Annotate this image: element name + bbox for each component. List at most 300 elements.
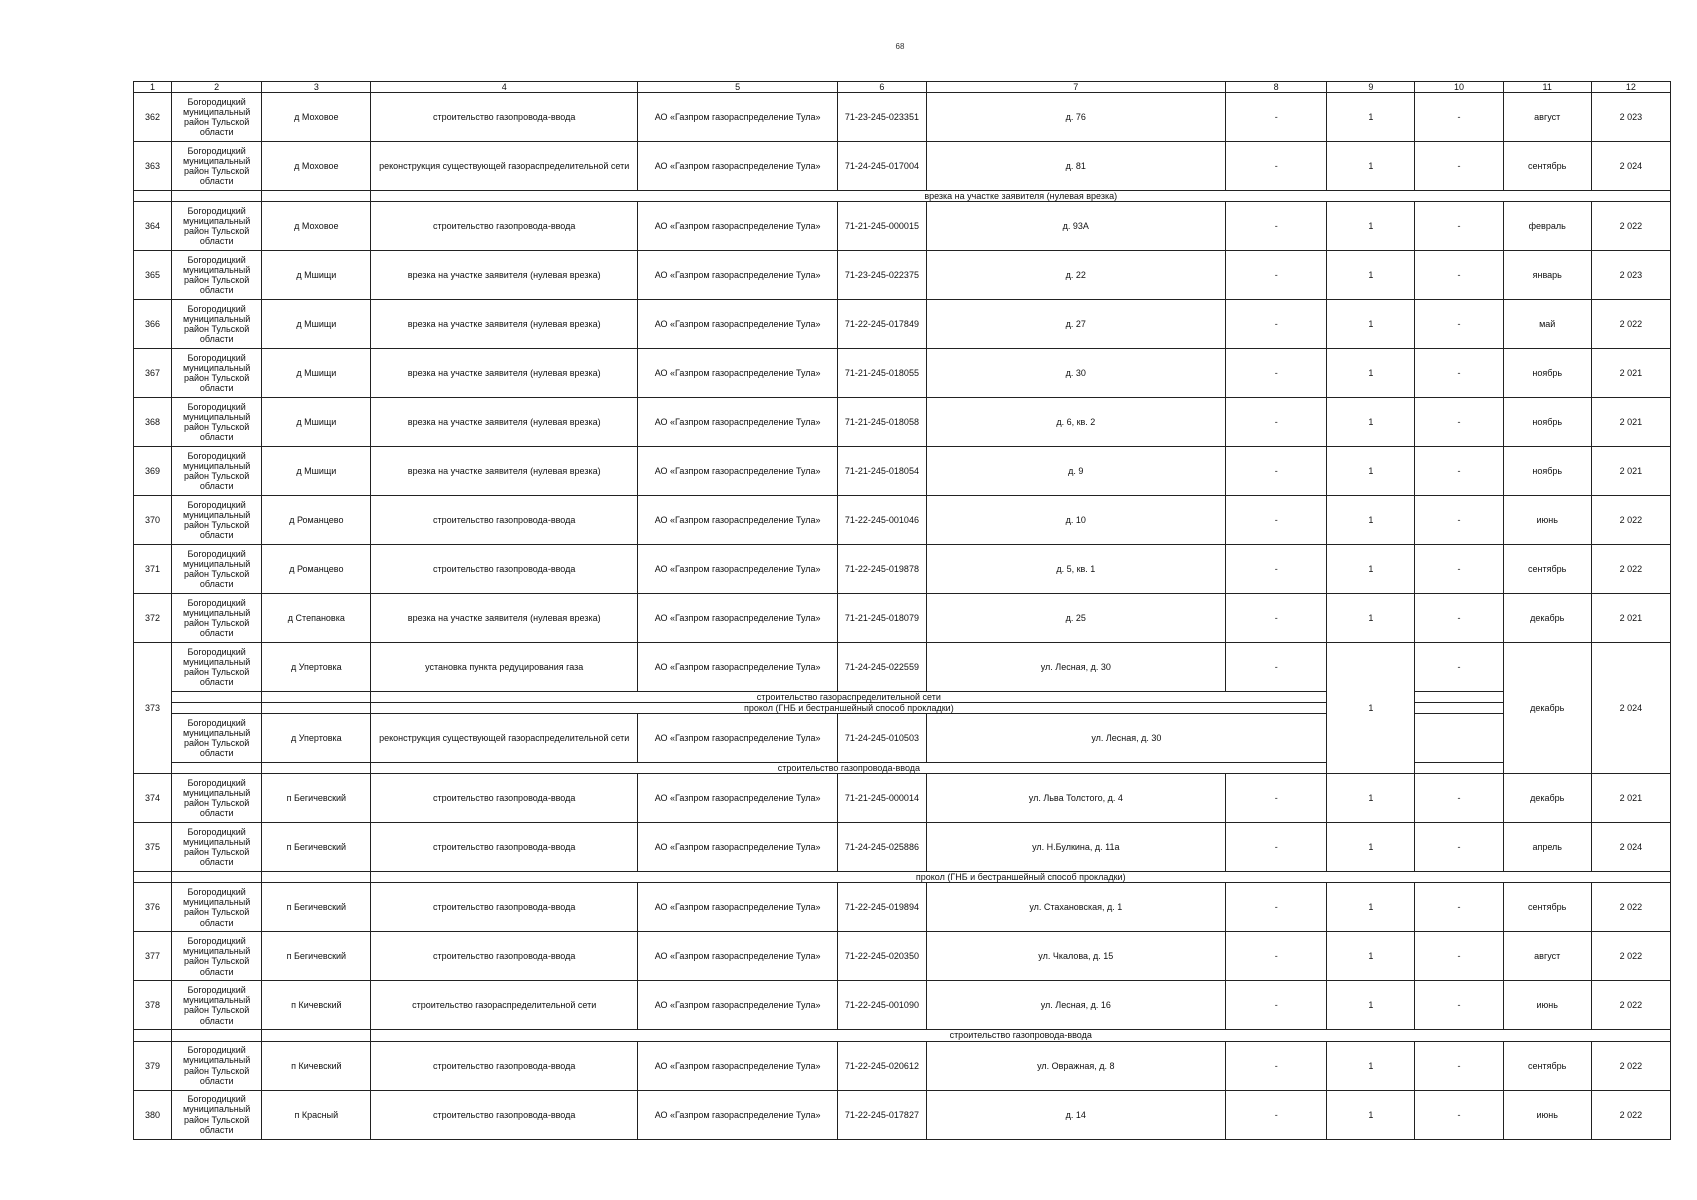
year-cell: 2 024 bbox=[1591, 823, 1670, 872]
district-cell: Богородицкий муниципальный район Тульской области bbox=[172, 883, 262, 932]
request-code-cell: 71-23-245-022375 bbox=[838, 251, 926, 300]
year-cell: 2 022 bbox=[1591, 981, 1670, 1030]
month-cell: июнь bbox=[1503, 981, 1591, 1030]
header-cell: 6 bbox=[838, 82, 926, 93]
locality-cell: д Мшищи bbox=[262, 300, 371, 349]
empty-cell bbox=[262, 872, 371, 883]
month-cell: август bbox=[1503, 932, 1591, 981]
year-cell: 2 022 bbox=[1591, 883, 1670, 932]
district-cell: Богородицкий муниципальный район Тульской области bbox=[172, 398, 262, 447]
organization-cell: АО «Газпром газораспределение Тула» bbox=[637, 142, 837, 191]
address-cell: ул. Лесная, д. 30 bbox=[926, 643, 1226, 692]
address-cell: ул. Льва Толстого, д. 4 bbox=[926, 774, 1226, 823]
address-cell: ул. Стахановская, д. 1 bbox=[926, 883, 1226, 932]
locality-cell: д Моховое bbox=[262, 93, 371, 142]
work-type-cell: установка пункта редуцирования газа bbox=[371, 643, 638, 692]
column-9-cell: 1 bbox=[1327, 1041, 1415, 1090]
column-8-cell: - bbox=[1226, 774, 1327, 823]
row-number-cell: 365 bbox=[134, 251, 172, 300]
district-cell: Богородицкий муниципальный район Тульской области bbox=[172, 1090, 262, 1139]
column-9-cell: 1 bbox=[1327, 774, 1415, 823]
row-number-cell: 379 bbox=[134, 1041, 172, 1090]
request-code-cell: 71-21-245-018054 bbox=[838, 447, 926, 496]
sub-note-row bbox=[134, 763, 1671, 774]
header-cell: 4 bbox=[371, 82, 638, 93]
row-number-cell: 363 bbox=[134, 142, 172, 191]
column-9-cell: 1 bbox=[1327, 823, 1415, 872]
column-10-cell: - bbox=[1415, 545, 1503, 594]
column-10-cell: - bbox=[1415, 202, 1503, 251]
district-cell: Богородицкий муниципальный район Тульской области bbox=[172, 643, 262, 692]
month-cell: апрель bbox=[1503, 823, 1591, 872]
sub-note-row bbox=[134, 872, 1671, 883]
locality-cell: п Красный bbox=[262, 1090, 371, 1139]
empty-cell bbox=[262, 1030, 371, 1041]
work-type-cell: строительство газопровода-ввода bbox=[371, 1090, 638, 1139]
column-8-cell: - bbox=[1226, 981, 1327, 1030]
month-cell: июнь bbox=[1503, 496, 1591, 545]
header-cell: 11 bbox=[1503, 82, 1591, 93]
organization-cell: АО «Газпром газораспределение Тула» bbox=[637, 1041, 837, 1090]
district-cell: Богородицкий муниципальный район Тульской области bbox=[172, 142, 262, 191]
empty-cell bbox=[262, 703, 371, 714]
locality-cell: п Бегичевский bbox=[262, 932, 371, 981]
header-cell: 5 bbox=[637, 82, 837, 93]
header-cell: 9 bbox=[1327, 82, 1415, 93]
column-10-cell: - bbox=[1415, 1090, 1503, 1139]
address-cell: ул. Овражная, д. 8 bbox=[926, 1041, 1226, 1090]
column-10-cell: - bbox=[1415, 300, 1503, 349]
column-10-cell: - bbox=[1415, 883, 1503, 932]
column-8-cell: - bbox=[1226, 1090, 1327, 1139]
organization-cell: АО «Газпром газораспределение Тула» bbox=[637, 202, 837, 251]
work-type-cell: строительство газопровода-ввода bbox=[371, 496, 638, 545]
request-code-cell: 71-23-245-023351 bbox=[838, 93, 926, 142]
month-cell: сентябрь bbox=[1503, 883, 1591, 932]
empty-cell bbox=[262, 191, 371, 202]
month-cell: декабрь bbox=[1503, 643, 1591, 774]
address-cell: д. 9 bbox=[926, 447, 1226, 496]
sub-note-cell: строительство газопровода-ввода bbox=[371, 763, 1327, 774]
year-cell: 2 022 bbox=[1591, 1041, 1670, 1090]
request-code-cell: 71-21-245-018058 bbox=[838, 398, 926, 447]
year-cell: 2 023 bbox=[1591, 93, 1670, 142]
year-cell: 2 022 bbox=[1591, 202, 1670, 251]
table-row bbox=[134, 643, 1671, 692]
column-9-cell: 1 bbox=[1327, 349, 1415, 398]
table-row bbox=[134, 202, 1671, 251]
work-type-cell: строительство газопровода-ввода bbox=[371, 883, 638, 932]
request-code-cell: 71-22-245-017827 bbox=[838, 1090, 926, 1139]
work-type-cell: врезка на участке заявителя (нулевая врезка) bbox=[371, 251, 638, 300]
organization-cell: АО «Газпром газораспределение Тула» bbox=[637, 545, 837, 594]
work-type-cell: реконструкция существующей газораспределительной сети bbox=[371, 142, 638, 191]
column-8-cell: - bbox=[1226, 447, 1327, 496]
empty-cell bbox=[172, 872, 262, 883]
organization-cell: АО «Газпром газораспределение Тула» bbox=[637, 981, 837, 1030]
row-number-cell: 368 bbox=[134, 398, 172, 447]
organization-cell: АО «Газпром газораспределение Тула» bbox=[637, 1090, 837, 1139]
district-cell: Богородицкий муниципальный район Тульской области bbox=[172, 714, 262, 763]
column-9-cell: 1 bbox=[1327, 932, 1415, 981]
column-9-cell: 1 bbox=[1327, 398, 1415, 447]
locality-cell: п Бегичевский bbox=[262, 823, 371, 872]
table-row bbox=[134, 1090, 1671, 1139]
request-code-cell: 71-21-245-018055 bbox=[838, 349, 926, 398]
column-9-cell: 1 bbox=[1327, 1090, 1415, 1139]
sub-note-cell: прокол (ГНБ и бестраншейный способ прокладки) bbox=[371, 703, 1327, 714]
district-cell: Богородицкий муниципальный район Тульской области bbox=[172, 202, 262, 251]
district-cell: Богородицкий муниципальный район Тульской области bbox=[172, 300, 262, 349]
column-9-cell: 1 bbox=[1327, 883, 1415, 932]
empty-cell bbox=[134, 1030, 172, 1041]
empty-cell bbox=[1415, 692, 1503, 703]
address-cell: д. 5, кв. 1 bbox=[926, 545, 1226, 594]
row-number-cell: 362 bbox=[134, 93, 172, 142]
address-cell: д. 10 bbox=[926, 496, 1226, 545]
column-8-cell: - bbox=[1226, 594, 1327, 643]
table-row bbox=[134, 883, 1671, 932]
header-cell: 10 bbox=[1415, 82, 1503, 93]
year-cell: 2 022 bbox=[1591, 545, 1670, 594]
table-row bbox=[134, 93, 1671, 142]
table-row bbox=[134, 496, 1671, 545]
year-cell: 2 021 bbox=[1591, 447, 1670, 496]
year-cell: 2 022 bbox=[1591, 300, 1670, 349]
column-10-cell: - bbox=[1415, 1041, 1503, 1090]
year-cell: 2 024 bbox=[1591, 643, 1670, 774]
column-8-cell: - bbox=[1226, 883, 1327, 932]
address-cell: д. 93А bbox=[926, 202, 1226, 251]
column-8-cell: - bbox=[1226, 93, 1327, 142]
request-code-cell: 71-24-245-010503 bbox=[838, 714, 926, 763]
month-cell: май bbox=[1503, 300, 1591, 349]
column-10-cell: - bbox=[1415, 349, 1503, 398]
row-number-cell: 369 bbox=[134, 447, 172, 496]
request-code-cell: 71-22-245-017849 bbox=[838, 300, 926, 349]
request-code-cell: 71-21-245-018079 bbox=[838, 594, 926, 643]
work-type-cell: врезка на участке заявителя (нулевая врезка) bbox=[371, 594, 638, 643]
empty-cell bbox=[172, 692, 262, 703]
table-row bbox=[134, 251, 1671, 300]
locality-cell: д Моховое bbox=[262, 202, 371, 251]
column-8-cell: - bbox=[1226, 496, 1327, 545]
locality-cell: п Кичевский bbox=[262, 981, 371, 1030]
organization-cell: АО «Газпром газораспределение Тула» bbox=[637, 823, 837, 872]
empty-cell bbox=[1415, 703, 1503, 714]
sub-note-row bbox=[134, 703, 1671, 714]
organization-cell: АО «Газпром газораспределение Тула» bbox=[637, 643, 837, 692]
header-cell: 12 bbox=[1591, 82, 1670, 93]
table-row bbox=[134, 981, 1671, 1030]
request-code-cell: 71-21-245-000014 bbox=[838, 774, 926, 823]
work-type-cell: врезка на участке заявителя (нулевая врезка) bbox=[371, 398, 638, 447]
locality-cell: п Кичевский bbox=[262, 1041, 371, 1090]
table-row bbox=[134, 1041, 1671, 1090]
table-row bbox=[134, 398, 1671, 447]
header-cell: 2 bbox=[172, 82, 262, 93]
address-cell: д. 27 bbox=[926, 300, 1226, 349]
gas-connection-table bbox=[133, 81, 1671, 1140]
column-9-cell: 1 bbox=[1327, 300, 1415, 349]
organization-cell: АО «Газпром газораспределение Тула» bbox=[637, 714, 837, 763]
column-number-header bbox=[134, 82, 1671, 93]
sub-note-row bbox=[134, 191, 1671, 202]
work-type-cell: строительство газопровода-ввода bbox=[371, 932, 638, 981]
work-type-cell: врезка на участке заявителя (нулевая врезка) bbox=[371, 349, 638, 398]
row-number-cell: 371 bbox=[134, 545, 172, 594]
work-type-cell: строительство газопровода-ввода bbox=[371, 1041, 638, 1090]
organization-cell: АО «Газпром газораспределение Тула» bbox=[637, 398, 837, 447]
column-10-cell: - bbox=[1415, 981, 1503, 1030]
empty-cell bbox=[172, 763, 262, 774]
column-9-cell: 1 bbox=[1327, 981, 1415, 1030]
row-number-cell: 378 bbox=[134, 981, 172, 1030]
locality-cell: д Мшищи bbox=[262, 349, 371, 398]
organization-cell: АО «Газпром газораспределение Тула» bbox=[637, 496, 837, 545]
column-10-cell: - bbox=[1415, 594, 1503, 643]
work-type-cell: врезка на участке заявителя (нулевая врезка) bbox=[371, 447, 638, 496]
table-row bbox=[134, 594, 1671, 643]
column-10-cell: - bbox=[1415, 398, 1503, 447]
district-cell: Богородицкий муниципальный район Тульской области bbox=[172, 349, 262, 398]
column-10-cell: - bbox=[1415, 496, 1503, 545]
column-8-cell: - bbox=[1226, 545, 1327, 594]
organization-cell: АО «Газпром газораспределение Тула» bbox=[637, 883, 837, 932]
row-number-cell: 366 bbox=[134, 300, 172, 349]
table-row bbox=[134, 447, 1671, 496]
table-body bbox=[134, 82, 1671, 1140]
row-number-cell: 372 bbox=[134, 594, 172, 643]
address-cell: ул. Лесная, д. 30 bbox=[926, 714, 1327, 763]
year-cell: 2 023 bbox=[1591, 251, 1670, 300]
district-cell: Богородицкий муниципальный район Тульской области bbox=[172, 1041, 262, 1090]
month-cell: июнь bbox=[1503, 1090, 1591, 1139]
column-9-cell: 1 bbox=[1327, 142, 1415, 191]
district-cell: Богородицкий муниципальный район Тульской области bbox=[172, 496, 262, 545]
year-cell: 2 022 bbox=[1591, 932, 1670, 981]
column-8-cell: - bbox=[1226, 202, 1327, 251]
work-type-cell: строительство газопровода-ввода bbox=[371, 202, 638, 251]
column-8-cell: - bbox=[1226, 349, 1327, 398]
address-cell: ул. Н.Булкина, д. 11а bbox=[926, 823, 1226, 872]
empty-cell bbox=[1415, 714, 1503, 763]
request-code-cell: 71-24-245-022559 bbox=[838, 643, 926, 692]
sub-note-cell: строительство газопровода-ввода bbox=[371, 1030, 1671, 1041]
year-cell: 2 022 bbox=[1591, 1090, 1670, 1139]
work-type-cell: реконструкция существующей газораспределительной сети bbox=[371, 714, 638, 763]
address-cell: д. 14 bbox=[926, 1090, 1226, 1139]
address-cell: д. 30 bbox=[926, 349, 1226, 398]
page-number: 68 bbox=[895, 42, 905, 51]
month-cell: сентябрь bbox=[1503, 545, 1591, 594]
table-row bbox=[134, 714, 1671, 763]
locality-cell: д Романцево bbox=[262, 496, 371, 545]
address-cell: ул. Чкалова, д. 15 bbox=[926, 932, 1226, 981]
request-code-cell: 71-24-245-025886 bbox=[838, 823, 926, 872]
row-number-cell: 376 bbox=[134, 883, 172, 932]
locality-cell: п Бегичевский bbox=[262, 883, 371, 932]
column-9-cell: 1 bbox=[1327, 447, 1415, 496]
row-number-cell: 373 bbox=[134, 643, 172, 774]
locality-cell: п Бегичевский bbox=[262, 774, 371, 823]
column-10-cell: - bbox=[1415, 774, 1503, 823]
request-code-cell: 71-24-245-017004 bbox=[838, 142, 926, 191]
column-8-cell: - bbox=[1226, 932, 1327, 981]
empty-cell bbox=[172, 191, 262, 202]
row-number-cell: 370 bbox=[134, 496, 172, 545]
column-10-cell: - bbox=[1415, 142, 1503, 191]
column-8-cell: - bbox=[1226, 1041, 1327, 1090]
work-type-cell: строительство газопровода-ввода bbox=[371, 93, 638, 142]
empty-cell bbox=[262, 763, 371, 774]
table-row bbox=[134, 932, 1671, 981]
column-10-cell: - bbox=[1415, 447, 1503, 496]
locality-cell: д Мшищи bbox=[262, 398, 371, 447]
sub-note-cell: строительство газораспределительной сети bbox=[371, 692, 1327, 703]
empty-cell bbox=[172, 703, 262, 714]
year-cell: 2 021 bbox=[1591, 349, 1670, 398]
column-8-cell: - bbox=[1226, 142, 1327, 191]
district-cell: Богородицкий муниципальный район Тульской области bbox=[172, 932, 262, 981]
year-cell: 2 024 bbox=[1591, 142, 1670, 191]
district-cell: Богородицкий муниципальный район Тульской области bbox=[172, 774, 262, 823]
sub-note-cell: прокол (ГНБ и бестраншейный способ прокладки) bbox=[371, 872, 1671, 883]
row-number-cell: 380 bbox=[134, 1090, 172, 1139]
request-code-cell: 71-22-245-019894 bbox=[838, 883, 926, 932]
district-cell: Богородицкий муниципальный район Тульской области bbox=[172, 823, 262, 872]
organization-cell: АО «Газпром газораспределение Тула» bbox=[637, 349, 837, 398]
table-row bbox=[134, 300, 1671, 349]
address-cell: д. 81 bbox=[926, 142, 1226, 191]
table-row bbox=[134, 823, 1671, 872]
district-cell: Богородицкий муниципальный район Тульской области bbox=[172, 594, 262, 643]
row-number-cell: 367 bbox=[134, 349, 172, 398]
address-cell: д. 25 bbox=[926, 594, 1226, 643]
locality-cell: д Мшищи bbox=[262, 251, 371, 300]
work-type-cell: строительство газопровода-ввода bbox=[371, 823, 638, 872]
empty-cell bbox=[262, 692, 371, 703]
table-row bbox=[134, 774, 1671, 823]
sub-note-cell: врезка на участке заявителя (нулевая врезка) bbox=[371, 191, 1671, 202]
organization-cell: АО «Газпром газораспределение Тула» bbox=[637, 300, 837, 349]
locality-cell: д Моховое bbox=[262, 142, 371, 191]
column-8-cell: - bbox=[1226, 823, 1327, 872]
empty-cell bbox=[172, 1030, 262, 1041]
year-cell: 2 021 bbox=[1591, 774, 1670, 823]
month-cell: февраль bbox=[1503, 202, 1591, 251]
district-cell: Богородицкий муниципальный район Тульской области bbox=[172, 981, 262, 1030]
work-type-cell: строительство газопровода-ввода bbox=[371, 774, 638, 823]
work-type-cell: строительство газораспределительной сети bbox=[371, 981, 638, 1030]
month-cell: сентябрь bbox=[1503, 1041, 1591, 1090]
month-cell: август bbox=[1503, 93, 1591, 142]
month-cell: декабрь bbox=[1503, 774, 1591, 823]
request-code-cell: 71-22-245-020612 bbox=[838, 1041, 926, 1090]
year-cell: 2 022 bbox=[1591, 496, 1670, 545]
empty-cell bbox=[1415, 763, 1503, 774]
organization-cell: АО «Газпром газораспределение Тула» bbox=[637, 594, 837, 643]
sub-note-row bbox=[134, 1030, 1671, 1041]
column-10-cell: - bbox=[1415, 932, 1503, 981]
locality-cell: д Мшищи bbox=[262, 447, 371, 496]
month-cell: ноябрь bbox=[1503, 447, 1591, 496]
district-cell: Богородицкий муниципальный район Тульской области bbox=[172, 545, 262, 594]
organization-cell: АО «Газпром газораспределение Тула» bbox=[637, 774, 837, 823]
header-cell: 1 bbox=[134, 82, 172, 93]
address-cell: ул. Лесная, д. 16 bbox=[926, 981, 1226, 1030]
district-cell: Богородицкий муниципальный район Тульской области bbox=[172, 93, 262, 142]
organization-cell: АО «Газпром газораспределение Тула» bbox=[637, 251, 837, 300]
request-code-cell: 71-22-245-001090 bbox=[838, 981, 926, 1030]
column-10-cell: - bbox=[1415, 251, 1503, 300]
row-number-cell: 374 bbox=[134, 774, 172, 823]
organization-cell: АО «Газпром газораспределение Тула» bbox=[637, 93, 837, 142]
sub-note-row bbox=[134, 692, 1671, 703]
request-code-cell: 71-21-245-000015 bbox=[838, 202, 926, 251]
column-9-cell: 1 bbox=[1327, 594, 1415, 643]
month-cell: декабрь bbox=[1503, 594, 1591, 643]
empty-cell bbox=[134, 872, 172, 883]
address-cell: д. 22 bbox=[926, 251, 1226, 300]
month-cell: ноябрь bbox=[1503, 349, 1591, 398]
header-cell: 3 bbox=[262, 82, 371, 93]
column-10-cell: - bbox=[1415, 93, 1503, 142]
organization-cell: АО «Газпром газораспределение Тула» bbox=[637, 932, 837, 981]
row-number-cell: 364 bbox=[134, 202, 172, 251]
header-cell: 8 bbox=[1226, 82, 1327, 93]
empty-cell bbox=[134, 191, 172, 202]
locality-cell: д Упертовка bbox=[262, 714, 371, 763]
column-9-cell: 1 bbox=[1327, 202, 1415, 251]
column-9-cell: 1 bbox=[1327, 496, 1415, 545]
column-8-cell: - bbox=[1226, 251, 1327, 300]
column-10-cell: - bbox=[1415, 823, 1503, 872]
row-number-cell: 375 bbox=[134, 823, 172, 872]
column-9-cell: 1 bbox=[1327, 251, 1415, 300]
column-9-cell: 1 bbox=[1327, 643, 1415, 774]
column-8-cell: - bbox=[1226, 300, 1327, 349]
table-row bbox=[134, 545, 1671, 594]
table-row bbox=[134, 142, 1671, 191]
column-10-cell: - bbox=[1415, 643, 1503, 692]
locality-cell: д Степановка bbox=[262, 594, 371, 643]
work-type-cell: врезка на участке заявителя (нулевая врезка) bbox=[371, 300, 638, 349]
column-8-cell: - bbox=[1226, 643, 1327, 692]
district-cell: Богородицкий муниципальный район Тульской области bbox=[172, 251, 262, 300]
month-cell: январь bbox=[1503, 251, 1591, 300]
district-cell: Богородицкий муниципальный район Тульской области bbox=[172, 447, 262, 496]
request-code-cell: 71-22-245-020350 bbox=[838, 932, 926, 981]
locality-cell: д Упертовка bbox=[262, 643, 371, 692]
table-row bbox=[134, 349, 1671, 398]
column-9-cell: 1 bbox=[1327, 545, 1415, 594]
month-cell: ноябрь bbox=[1503, 398, 1591, 447]
request-code-cell: 71-22-245-019878 bbox=[838, 545, 926, 594]
header-cell: 7 bbox=[926, 82, 1226, 93]
locality-cell: д Романцево bbox=[262, 545, 371, 594]
column-9-cell: 1 bbox=[1327, 93, 1415, 142]
address-cell: д. 6, кв. 2 bbox=[926, 398, 1226, 447]
request-code-cell: 71-22-245-001046 bbox=[838, 496, 926, 545]
organization-cell: АО «Газпром газораспределение Тула» bbox=[637, 447, 837, 496]
row-number-cell: 377 bbox=[134, 932, 172, 981]
work-type-cell: строительство газопровода-ввода bbox=[371, 545, 638, 594]
column-8-cell: - bbox=[1226, 398, 1327, 447]
month-cell: сентябрь bbox=[1503, 142, 1591, 191]
year-cell: 2 021 bbox=[1591, 594, 1670, 643]
address-cell: д. 76 bbox=[926, 93, 1226, 142]
